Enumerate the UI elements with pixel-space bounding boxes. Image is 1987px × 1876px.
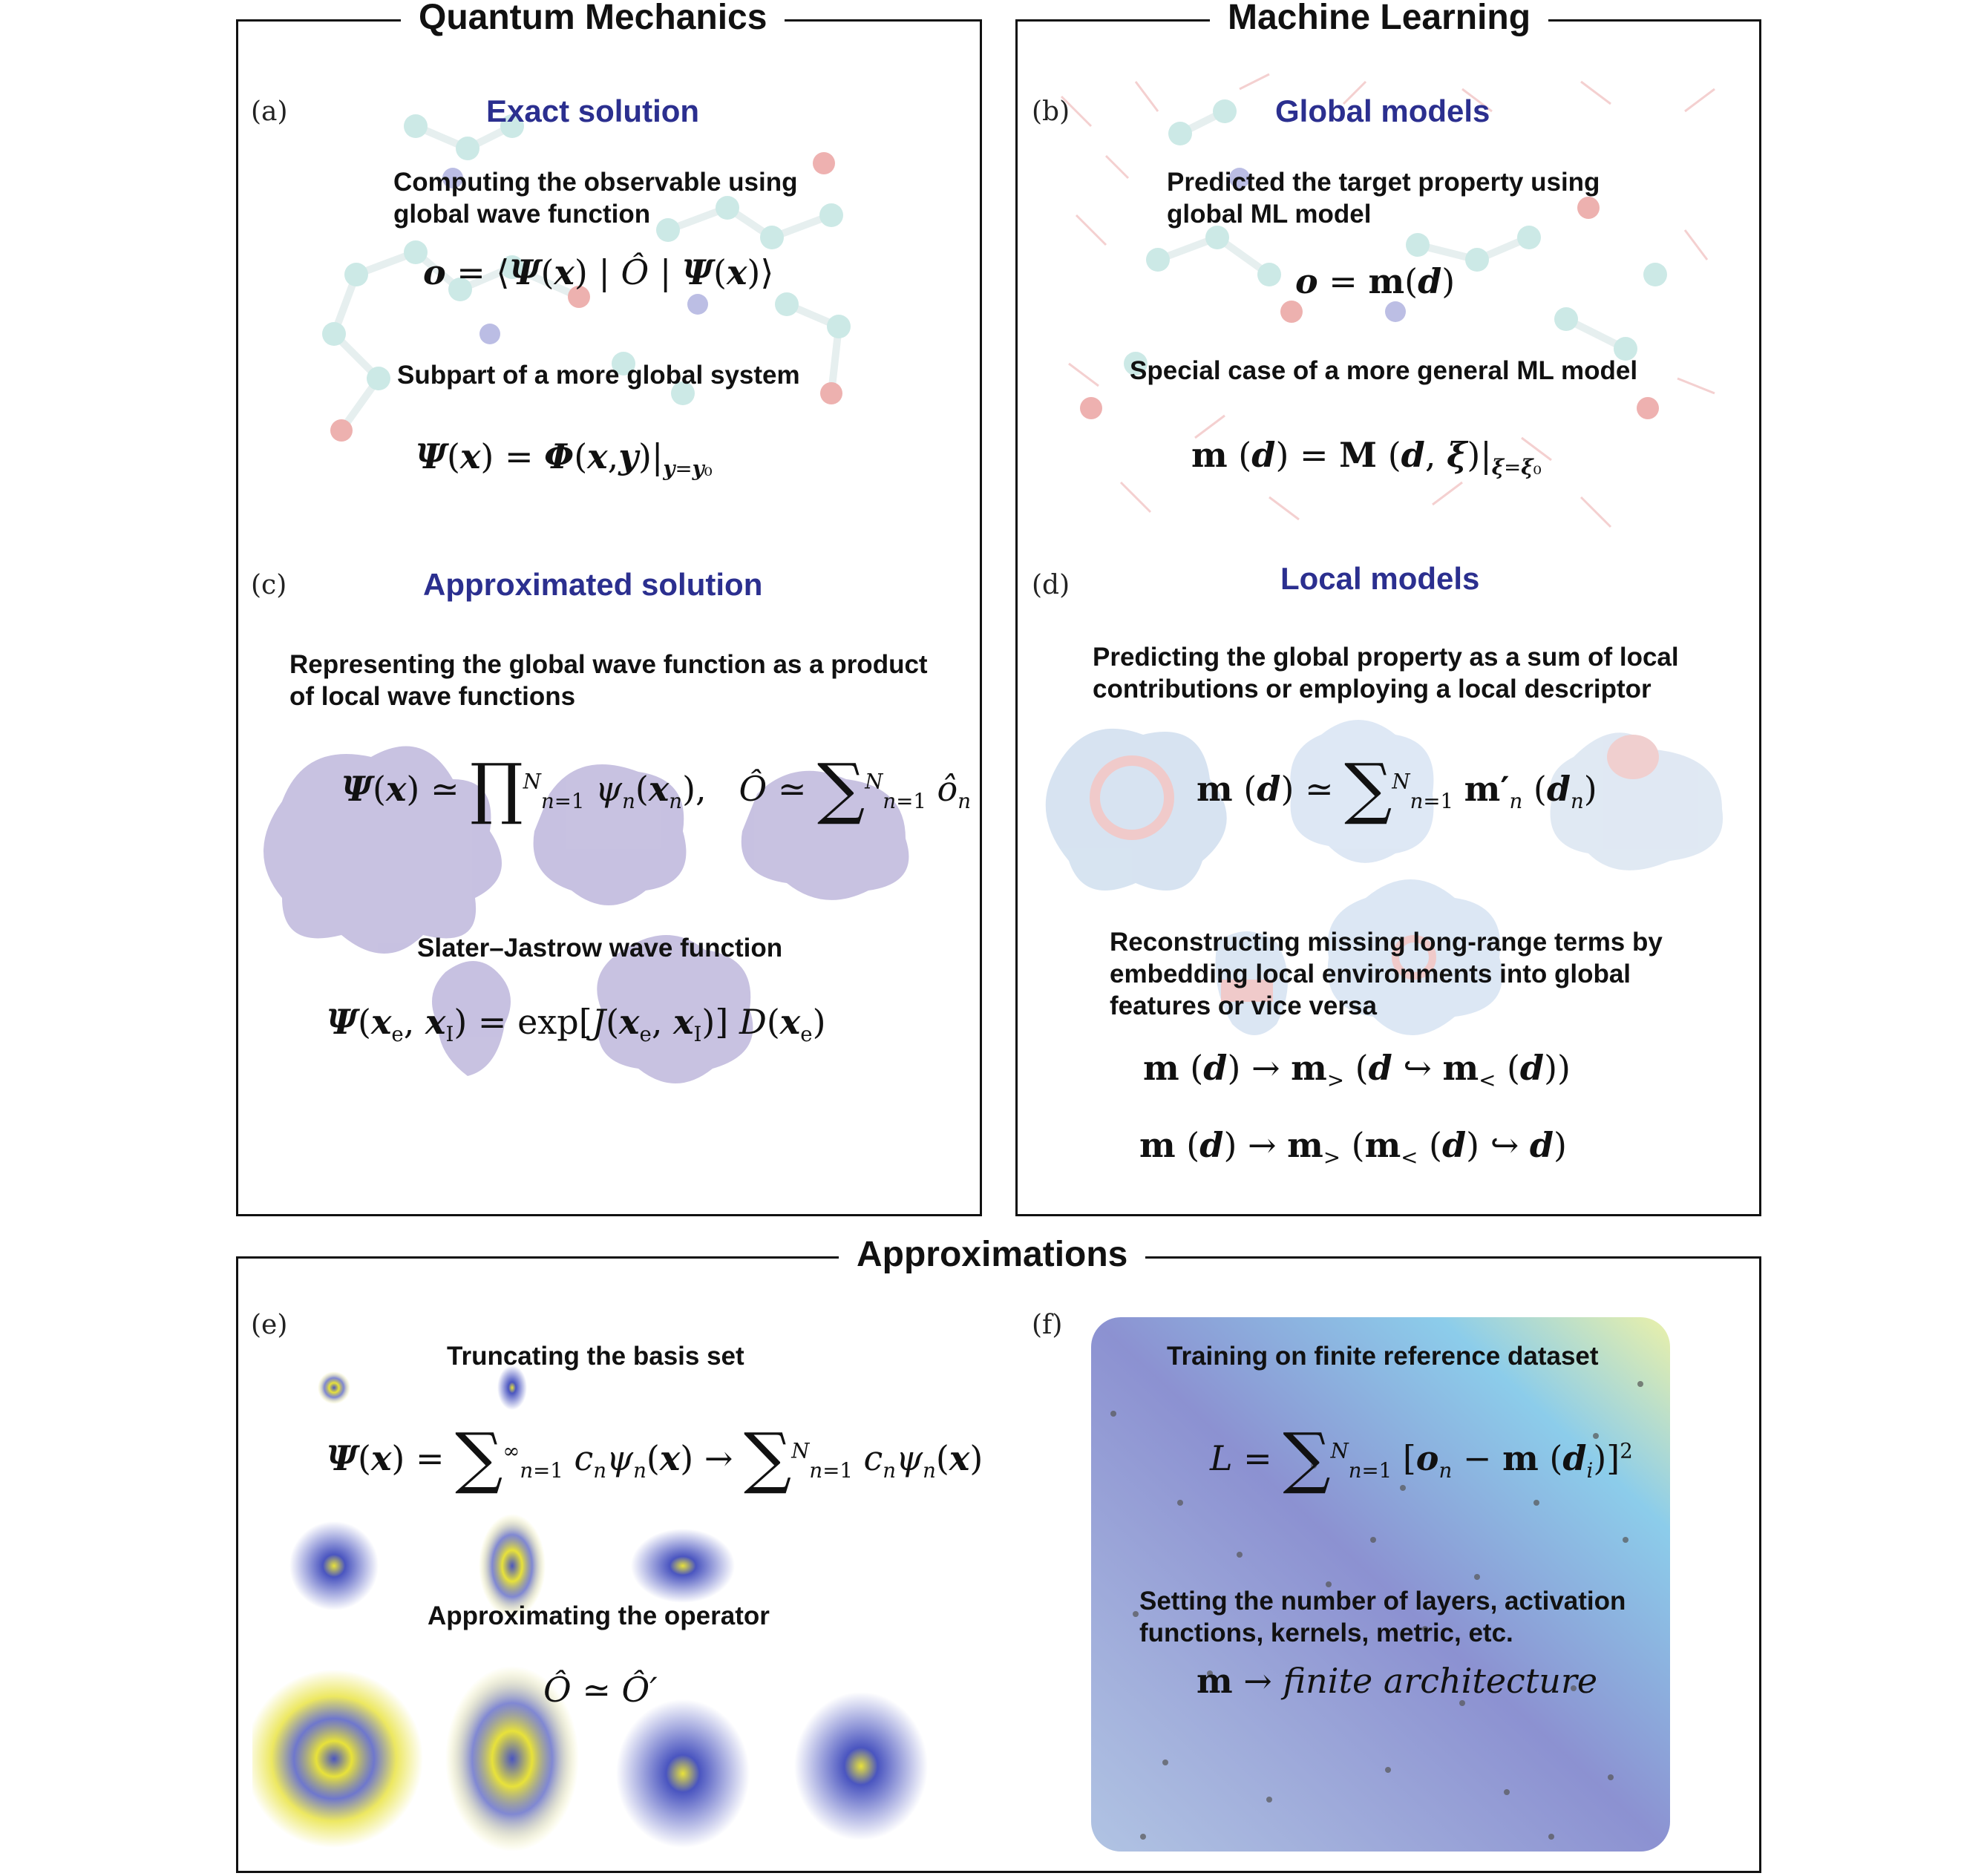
panel-b-heading: Global models [1275, 94, 1490, 128]
panel-a-text-subpart: Subpart of a more global system [397, 361, 800, 390]
equation-loss: L = ∑$^N_{n=1}$ [$o_n - m$ $(d_i)]^2$ [1210, 1419, 1633, 1497]
panel-label-c: (c) [251, 570, 287, 600]
equation-basis-truncation: $\Psi(x) = \sum^\infty_{n=1}$ $c_n\psi_n(x) \to \sum^N_{n=1}$ $c_n\psi_n(x)$ [327, 1419, 983, 1497]
panel-label-f: (f) [1032, 1310, 1063, 1340]
panel-a-text-observable: Computing the observable using global wave function [393, 168, 798, 229]
quantum-mechanics-title: Quantum Mechanics [401, 0, 785, 39]
panel-e-text-operator: Approximating the operator [428, 1601, 770, 1630]
panel-label-d: (d) [1032, 570, 1070, 600]
panel-e-text-basis: Truncating the basis set [447, 1342, 744, 1371]
equation-local-sum: m (d) ≃ ∑$^N_{n=1}$ $m'_n$ $(d_n)$ [1197, 750, 1597, 827]
equation-observable-exact: o = ⟨Ψ(x) | Ô | Ψ(x)⟩ [423, 252, 774, 292]
equation-embedding-1: m $(d) \to m_>$ (d ↪ $m_<$ (d)) [1143, 1048, 1571, 1093]
panel-label-b: (b) [1032, 96, 1070, 127]
equation-global-model: o = m(d) [1295, 261, 1456, 301]
equation-architecture: m → finite architecture [1197, 1661, 1598, 1701]
panel-c-text-product: Representing the global wave function as a product of local wave functions [289, 650, 928, 711]
panel-d-text-sum: Predicting the global property as a sum of local contributions or employing a local descriptor [1093, 643, 1679, 704]
loss-landscape-f [1091, 1317, 1670, 1852]
equation-product-wavefunction: Ψ(x) ≃ ∏$^N_{n=1}$ $\psi_n(x_n)$, Ô ≃ ∑$^N_{n=1}$ $ô_n$ [341, 750, 971, 827]
panel-b-text-predicted: Predicted the target property using global ML model [1167, 168, 1600, 229]
equation-slater-jastrow: $\Psi(x_e$, $x_I) = \exp[J(x_e$, $x_I$)] $D(x_e)$ [327, 1002, 826, 1047]
panel-c-heading: Approximated solution [423, 567, 763, 602]
panel-f-text-architecture: Setting the number of layers, activation functions, kernels, metric, etc. [1139, 1587, 1626, 1647]
panel-b-text-special-case: Special case of a more general ML model [1130, 356, 1638, 385]
equation-general-model: m (d) = M (d, $\xi)|_{\xi=\xi_0}$ [1191, 435, 1542, 480]
equation-subpart: $\Psi(x) = \Phi(x,y)|_{y=y_0}$ [416, 436, 713, 482]
panel-a-heading: Exact solution [486, 94, 700, 128]
equation-embedding-2: m $(d) \to m_>$ ($m_<$ (d) ↪ d) [1139, 1125, 1567, 1170]
panel-d-heading: Local models [1280, 561, 1480, 596]
panel-c-text-slater-jastrow: Slater–Jastrow wave function [417, 934, 783, 962]
machine-learning-title: Machine Learning [1210, 0, 1548, 39]
panel-f-text-training: Training on finite reference dataset [1167, 1342, 1599, 1371]
equation-operator-approx: Ô ≃ Ô′ [543, 1670, 658, 1710]
approximations-title: Approximations [839, 1234, 1145, 1276]
panel-label-a: (a) [251, 96, 288, 127]
finite-architecture-text: finite architecture [1283, 1661, 1598, 1701]
panel-d-text-reconstructing: Reconstructing missing long-range terms by embedding local environments into global features or vice versa [1110, 928, 1663, 1020]
panel-label-e: (e) [251, 1310, 288, 1340]
